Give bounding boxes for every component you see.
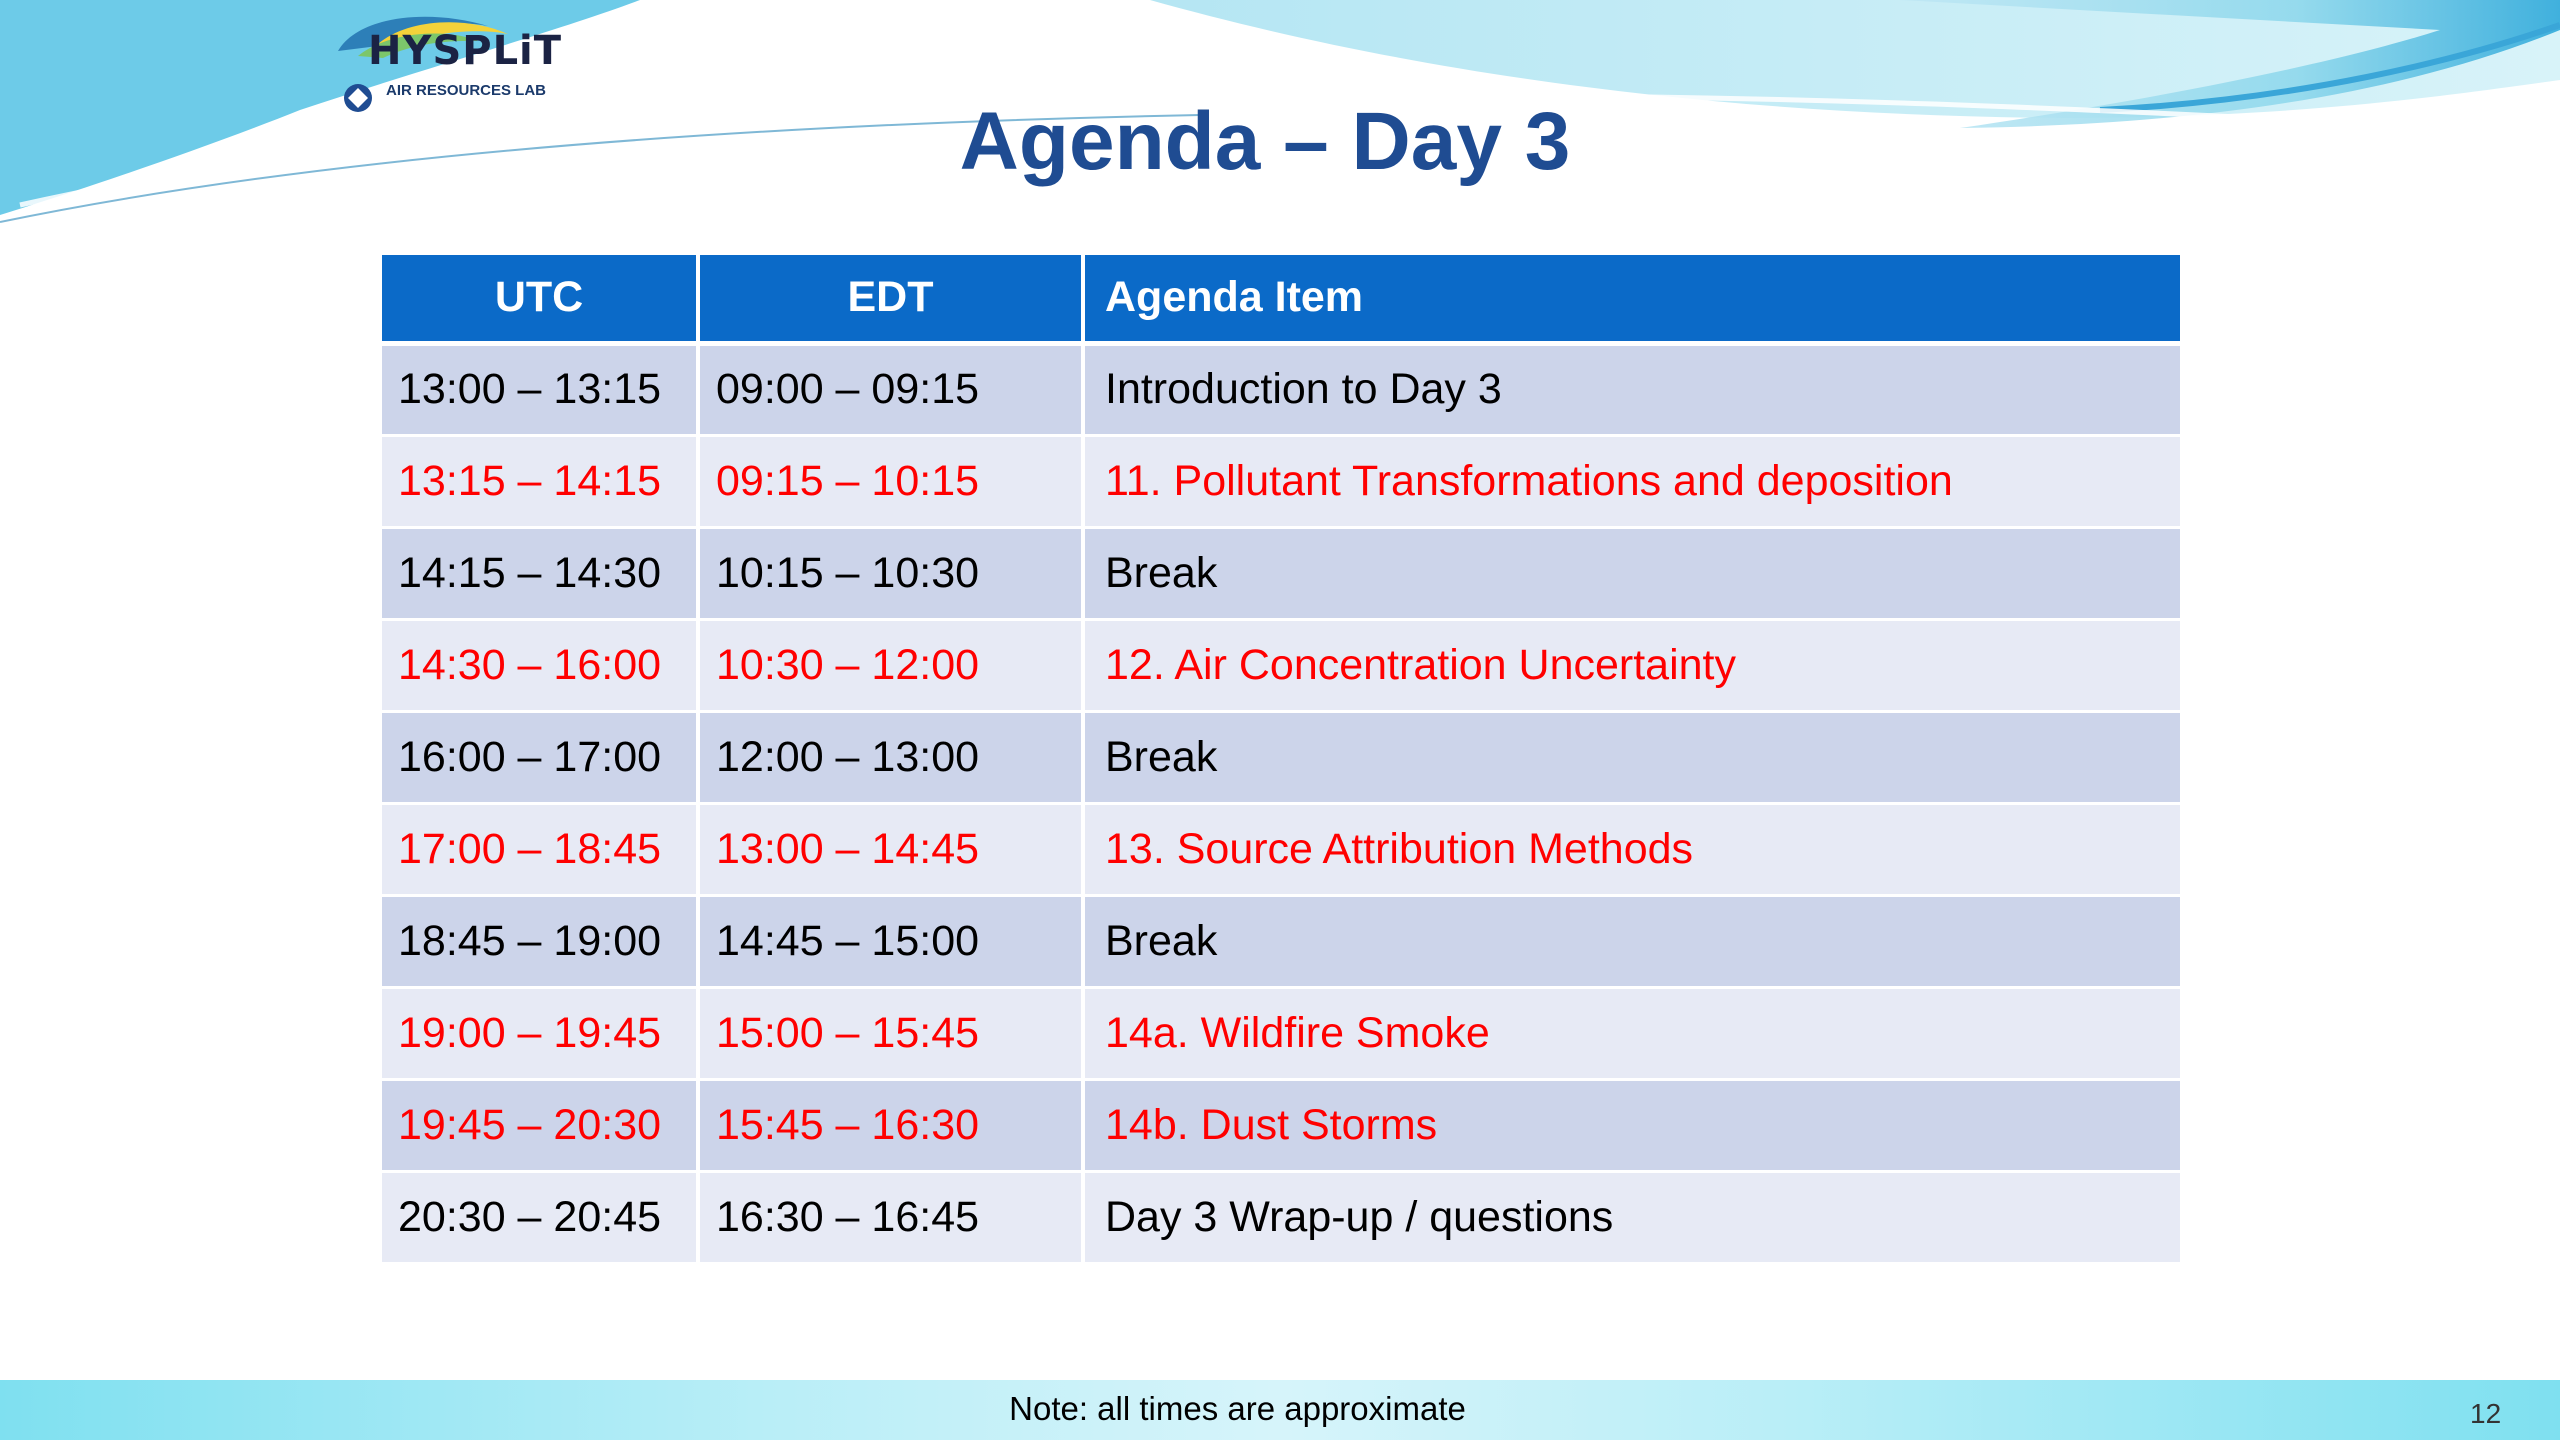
cell-utc: 14:30 – 16:00 bbox=[380, 619, 698, 711]
cell-agenda-item: Break bbox=[1083, 895, 2182, 987]
cell-edt: 16:30 – 16:45 bbox=[698, 1171, 1083, 1263]
cell-edt: 14:45 – 15:00 bbox=[698, 895, 1083, 987]
table-row bbox=[380, 1171, 2182, 1263]
cell-edt: 13:00 – 14:45 bbox=[698, 803, 1083, 895]
header-utc: UTC bbox=[380, 255, 698, 343]
cell-agenda-item: Break bbox=[1083, 527, 2182, 619]
cell-utc: 19:45 – 20:30 bbox=[380, 1079, 698, 1171]
cell-utc: 13:00 – 13:15 bbox=[380, 343, 698, 435]
logo-name: HYSPLiT bbox=[368, 28, 563, 74]
cell-edt: 10:15 – 10:30 bbox=[698, 527, 1083, 619]
header-agenda-item: Agenda Item bbox=[1083, 255, 2182, 343]
table-row bbox=[380, 987, 2182, 1079]
cell-agenda-item: 14a. Wildfire Smoke bbox=[1083, 987, 2182, 1079]
cell-utc: 13:15 – 14:15 bbox=[380, 435, 698, 527]
table-row bbox=[380, 803, 2182, 895]
cell-edt: 15:00 – 15:45 bbox=[698, 987, 1083, 1079]
cell-agenda-item: 12. Air Concentration Uncertainty bbox=[1083, 619, 2182, 711]
table-row bbox=[380, 1079, 2182, 1171]
cell-utc: 16:00 – 17:00 bbox=[380, 711, 698, 803]
cell-edt: 09:00 – 09:15 bbox=[698, 343, 1083, 435]
cell-agenda-item: 13. Source Attribution Methods bbox=[1083, 803, 2182, 895]
header-edt: EDT bbox=[698, 255, 1083, 343]
cell-edt: 12:00 – 13:00 bbox=[698, 711, 1083, 803]
cell-agenda-item: Introduction to Day 3 bbox=[1083, 343, 2182, 435]
cell-edt: 15:45 – 16:30 bbox=[698, 1079, 1083, 1171]
cell-utc: 17:00 – 18:45 bbox=[380, 803, 698, 895]
table-row bbox=[380, 343, 2182, 435]
page-number: 12 bbox=[2470, 1398, 2502, 1429]
table-row bbox=[380, 895, 2182, 987]
cell-edt: 10:30 – 12:00 bbox=[698, 619, 1083, 711]
slide-title: Agenda – Day 3 bbox=[959, 96, 1571, 187]
footer-note: Note: all times are approximate bbox=[1009, 1390, 1466, 1427]
cell-agenda-item: 14b. Dust Storms bbox=[1083, 1079, 2182, 1171]
cell-utc: 18:45 – 19:00 bbox=[380, 895, 698, 987]
table-row bbox=[380, 619, 2182, 711]
table-row bbox=[380, 435, 2182, 527]
cell-utc: 20:30 – 20:45 bbox=[380, 1171, 698, 1263]
cell-edt: 09:15 – 10:15 bbox=[698, 435, 1083, 527]
cell-agenda-item: Day 3 Wrap-up / questions bbox=[1083, 1171, 2182, 1263]
cell-utc: 14:15 – 14:30 bbox=[380, 527, 698, 619]
logo-subtitle: AIR RESOURCES LAB bbox=[386, 82, 547, 99]
cell-agenda-item: Break bbox=[1083, 711, 2182, 803]
table-header-row bbox=[380, 255, 2182, 343]
table-row bbox=[380, 711, 2182, 803]
agenda-table bbox=[378, 255, 2184, 1265]
cell-agenda-item: 11. Pollutant Transformations and deposition bbox=[1083, 435, 2182, 527]
cell-utc: 19:00 – 19:45 bbox=[380, 987, 698, 1079]
table-row bbox=[380, 527, 2182, 619]
